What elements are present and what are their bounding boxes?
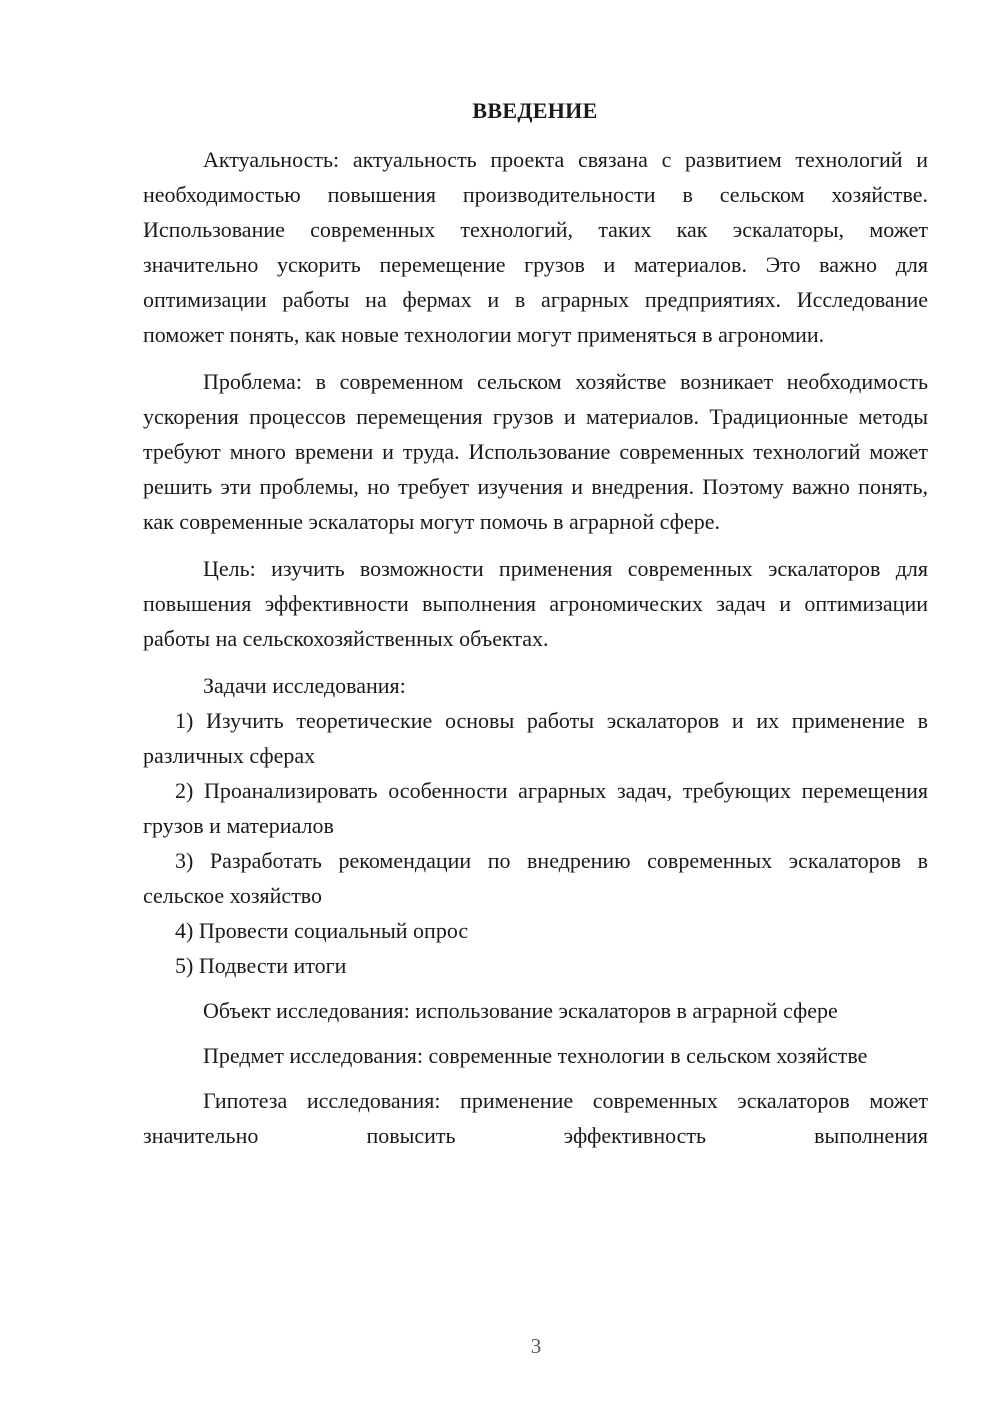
tasks-heading: Задачи исследования: xyxy=(203,673,406,698)
paragraph-object: Объект исследования: использование эскалаторов в аграрной сфере xyxy=(203,998,838,1023)
paragraph-problem: Проблема: в современном сельском хозяйстве возникает необходимость ускорения процессов перемещения грузов и материалов. Традиционные методы требуют много времени и труда. Использование современных технологий может решить эти проблемы, но требует изучения и внедрения. Поэтому важно понять, как современные эскалаторы могут помочь в аграрной сфере. xyxy=(143,369,928,534)
list-item-task-3: 3) Разработать рекомендации по внедрению современных эскалаторов в сельское хозяйство xyxy=(143,848,928,908)
paragraph-goal: Цель: изучить возможности применения современных эскалаторов для повышения эффективности выполнения агрономических задач и оптимизации работы на сельскохозяйственных объектах. xyxy=(143,556,928,651)
paragraph-hypothesis: Гипотеза исследования: применение современных эскалаторов может значительно повысить эффективность выполнения xyxy=(143,1088,928,1148)
paragraph-subject: Предмет исследования: современные технологии в сельском хозяйстве xyxy=(203,1043,868,1068)
list-item-task-5: 5) Подвести итоги xyxy=(175,953,347,978)
list-item-task-2: 2) Проанализировать особенности аграрных задач, требующих перемещения грузов и материалов xyxy=(143,778,928,838)
list-item-task-1: 1) Изучить теоретические основы работы эскалаторов и их применение в различных сферах xyxy=(143,708,928,768)
page-title: ВВЕДЕНИЕ xyxy=(472,98,598,123)
paragraph-relevance: Актуальность: актуальность проекта связана с развитием технологий и необходимостью повышения производительности в сельском хозяйстве. Использование современных технологий, таких как эскалаторы, может значительно ускорить перемещение грузов и материалов. Это важно для оптимизации работы на фермах и в аграрных предприятиях. Исследование поможет понять, как новые технологии могут применяться в агрономии. xyxy=(143,147,928,347)
page-number: 3 xyxy=(530,1334,542,1358)
document-body xyxy=(143,142,928,1153)
list-item-task-4: 4) Провести социальный опрос xyxy=(175,918,469,943)
